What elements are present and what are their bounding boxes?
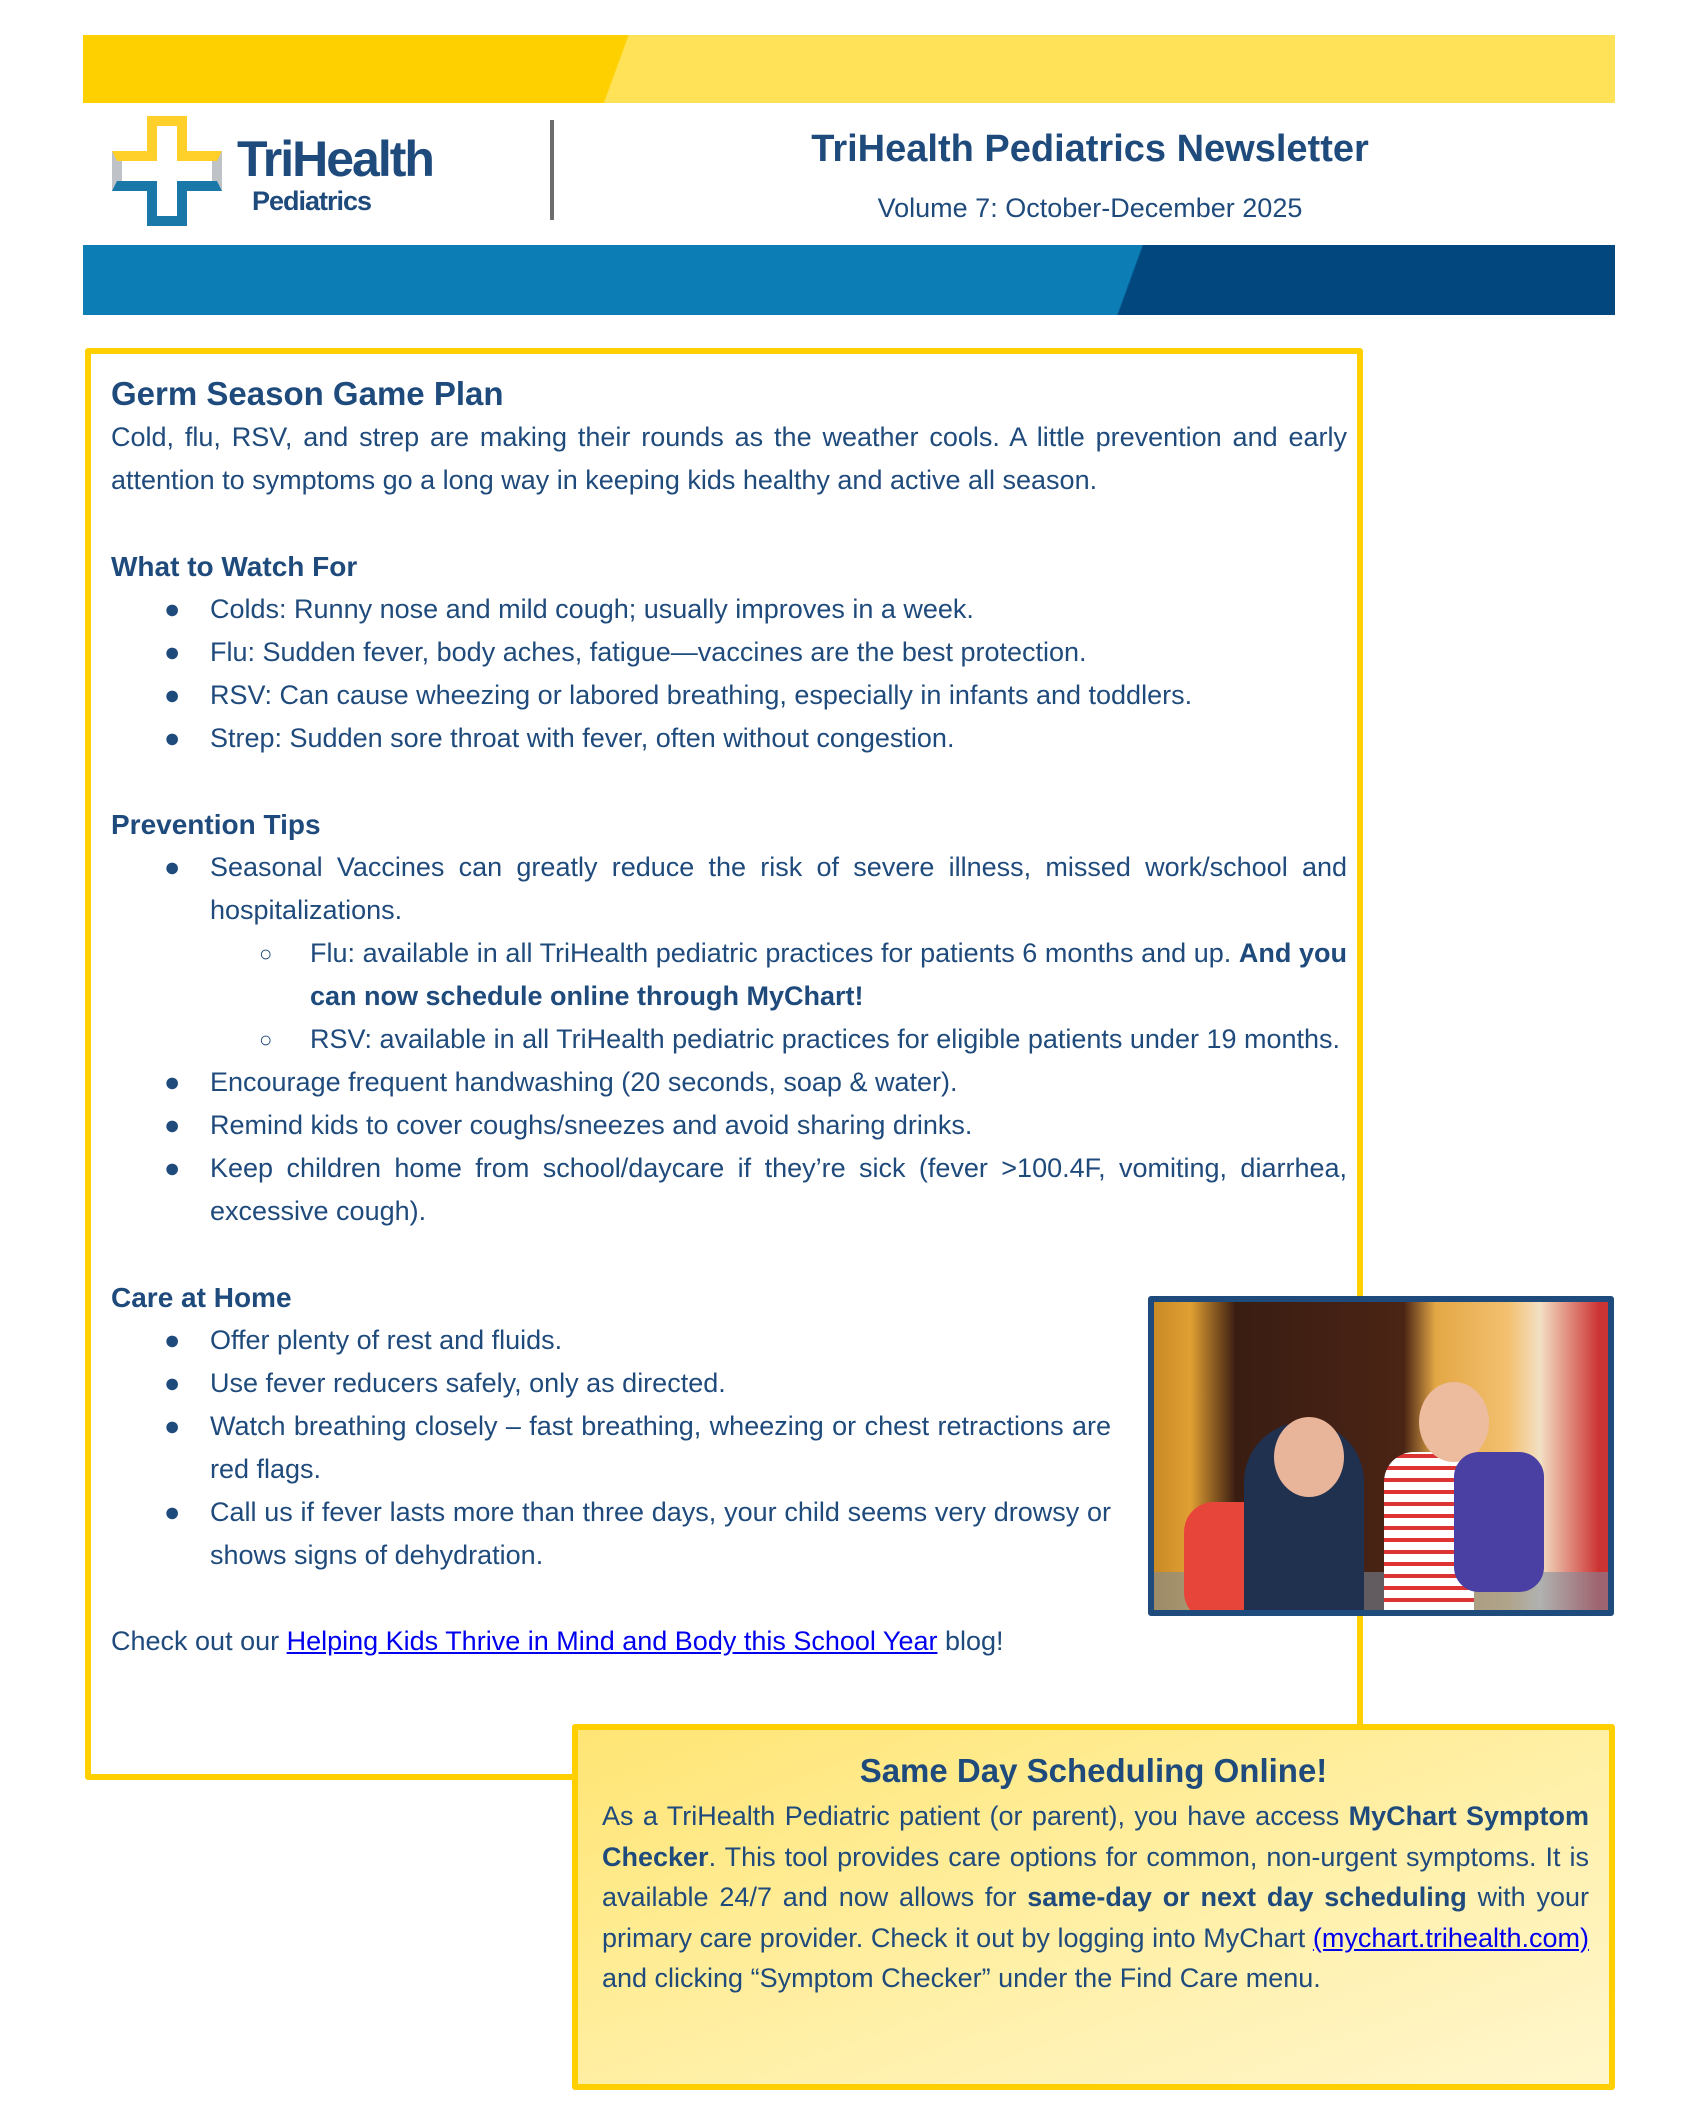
article-intro: Cold, flu, RSV, and strep are making their rounds as the weather cools. A little prevention and early attention to symptoms go a long way in keeping kids healthy and active all season.: [111, 422, 1347, 495]
watch-heading: What to Watch For: [111, 551, 358, 582]
header-blue-band: [83, 245, 1615, 315]
list-item: ● Encourage frequent handwashing (20 seconds, soap & water).: [111, 1061, 1347, 1104]
scheduling-body: As a TriHealth Pediatric patient (or parent), you have access MyChart Symptom Checker. This tool provides care options for common, non-urgent symptoms. It is available 24/7 and now allows for same-day or next day scheduling with your primary care provider. Check it out by logging into MyChart (mychart.trihealth.com) and clicking “Symptom Checker” under the Find Care menu.: [602, 1801, 1589, 1993]
hollow-bullet-icon: ○: [259, 941, 273, 966]
bullet-icon: ●: [164, 852, 181, 882]
newsletter-volume: Volume 7: October-December 2025: [877, 193, 1303, 223]
list-item: ● Keep children home from school/daycare if they’re sick (fever >100.4F, vomiting, diarrhea, excessive cough).: [111, 1147, 1347, 1233]
watch-list: [111, 588, 1347, 760]
logo-wordmark: TriHealth: [237, 131, 433, 187]
sub-list-item: ○ Flu: available in all TriHealth pediatric practices for patients 6 months and up. And you can now schedule online through MyChart!: [111, 932, 1347, 1018]
mychart-link[interactable]: (mychart.trihealth.com): [1312, 1922, 1589, 1953]
bullet-icon: ●: [164, 1153, 181, 1183]
bullet-icon: ●: [164, 1411, 181, 1441]
scheduling-title: Same Day Scheduling Online!: [859, 1752, 1328, 1789]
article-title: Germ Season Game Plan: [111, 375, 504, 412]
sub-list-item: ○ RSV: available in all TriHealth pediatric practices for eligible patients under 19 months.: [111, 1018, 1347, 1061]
newsletter-title: TriHealth Pediatrics Newsletter: [811, 128, 1369, 170]
list-item: ● Use fever reducers safely, only as directed.: [111, 1362, 1210, 1405]
list-item: ● Watch breathing closely – fast breathing, wheezing or chest retractions are red flags.: [111, 1405, 1210, 1491]
list-item: ● Seasonal Vaccines can greatly reduce the risk of severe illness, missed work/school and hospitalizations.: [111, 846, 1347, 932]
symptom-checker-label: MyChart Symptom Checker: [602, 1801, 1589, 1872]
bullet-icon: ●: [164, 1497, 181, 1527]
care-heading: Care at Home: [111, 1282, 292, 1313]
same-day-label: same-day or next day scheduling: [1027, 1882, 1467, 1912]
prevention-heading: Prevention Tips: [111, 809, 321, 840]
bullet-icon: ●: [164, 1067, 181, 1097]
bullet-icon: ●: [164, 637, 181, 667]
bullet-icon: ●: [164, 594, 181, 624]
trihealth-logo: [112, 112, 472, 240]
bullet-icon: ●: [164, 1325, 181, 1355]
list-item: ● RSV: Can cause wheezing or labored breathing, especially in infants and toddlers.: [111, 674, 1347, 717]
bullet-icon: ●: [164, 680, 181, 710]
list-item: ● Remind kids to cover coughs/sneezes and avoid sharing drinks.: [111, 1104, 1347, 1147]
hollow-bullet-icon: ○: [259, 1027, 273, 1052]
list-item: ● Strep: Sudden sore throat with fever, often without congestion.: [111, 717, 1347, 760]
kids-waving-photo: [1148, 1296, 1614, 1616]
header-divider: [550, 120, 554, 220]
list-item: ● Offer plenty of rest and fluids.: [111, 1319, 1210, 1362]
list-item: ● Colds: Runny nose and mild cough; usually improves in a week.: [111, 588, 1347, 631]
list-item: ● Flu: Sudden fever, body aches, fatigue—vaccines are the best protection.: [111, 631, 1347, 674]
mychart-schedule-note: And you can now schedule online through MyChart!: [310, 938, 1347, 1011]
same-day-scheduling-box: [572, 1724, 1615, 2090]
prevention-list: [111, 846, 1347, 1233]
bullet-icon: ●: [164, 723, 181, 753]
logo-subtitle: Pediatrics: [252, 186, 372, 216]
cross-logo-icon: [112, 116, 222, 226]
blog-line: Check out our Helping Kids Thrive in Mind and Body this School Year blog!: [111, 1626, 1004, 1656]
list-item: ● Call us if fever lasts more than three days, your child seems very drowsy or shows signs of dehydration.: [111, 1491, 1210, 1577]
bullet-icon: ●: [164, 1368, 181, 1398]
bullet-icon: ●: [164, 1110, 181, 1140]
header-yellow-band: [83, 35, 1615, 103]
blog-link[interactable]: Helping Kids Thrive in Mind and Body this School Year: [286, 1626, 938, 1656]
